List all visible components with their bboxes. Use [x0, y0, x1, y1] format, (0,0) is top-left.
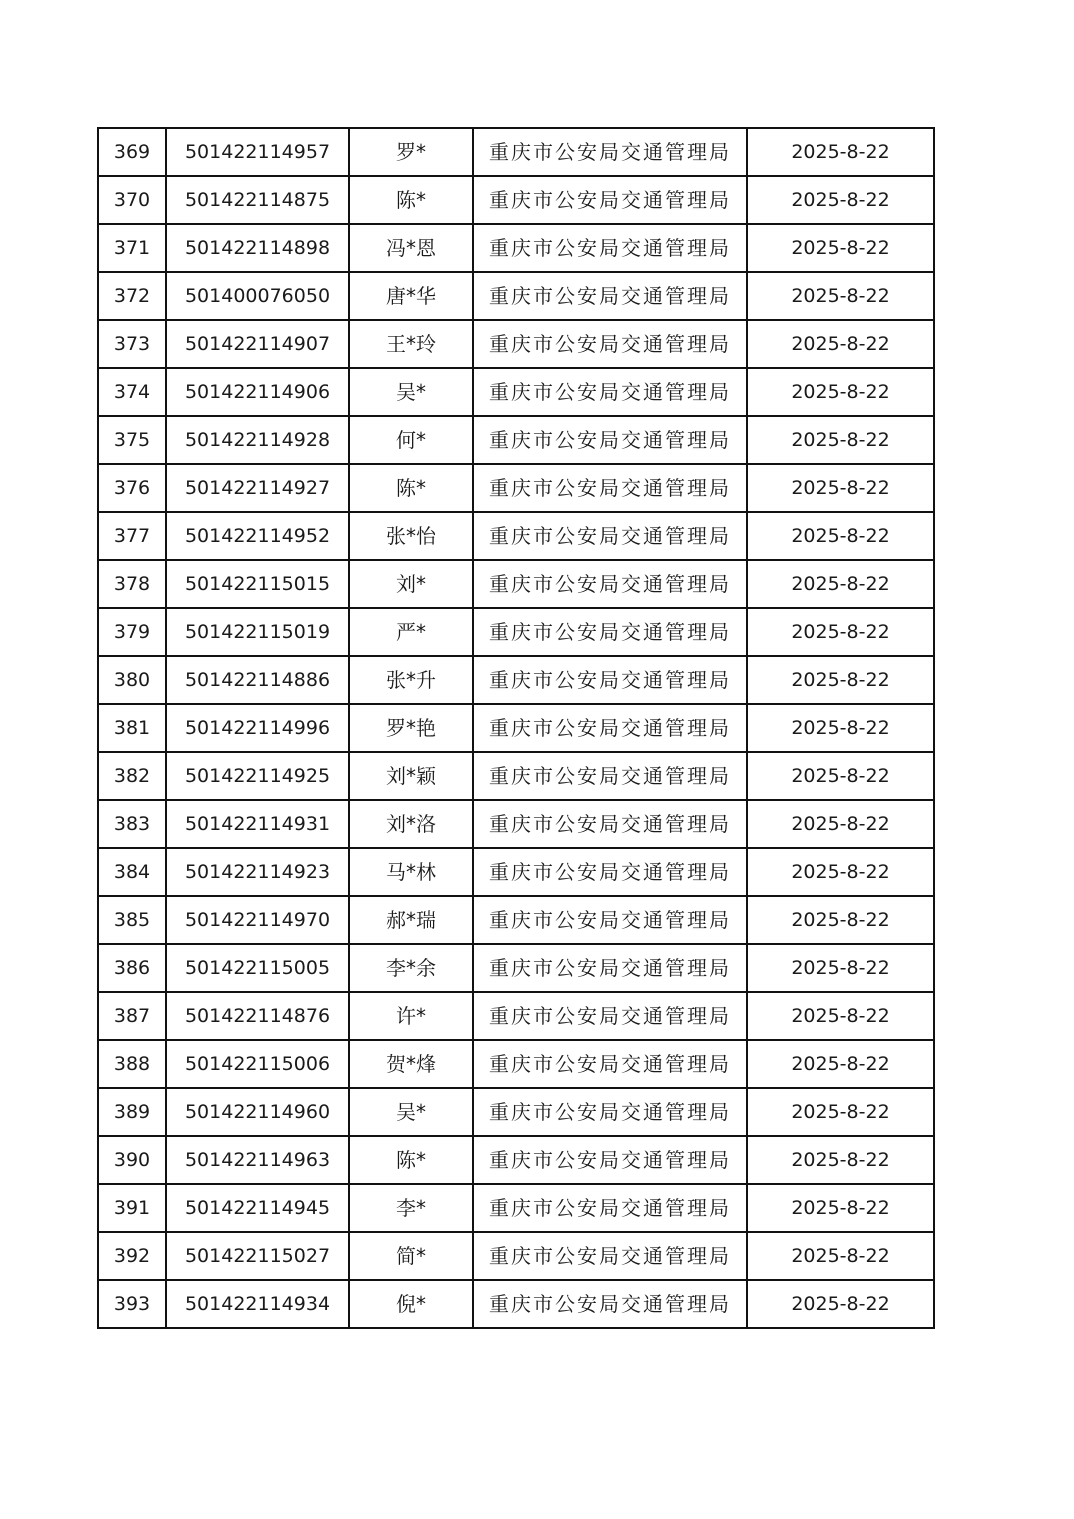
record-number-cell: 501422114970 [166, 896, 349, 944]
record-number-cell: 501422114876 [166, 992, 349, 1040]
record-number-cell: 501422114875 [166, 176, 349, 224]
organization-cell: 重庆市公安局交通管理局 [473, 848, 747, 896]
row-index-cell: 373 [98, 320, 166, 368]
person-name-cell: 贺*烽 [349, 1040, 473, 1088]
table-row [98, 752, 934, 800]
table-row [98, 1232, 934, 1280]
person-name-cell: 罗*艳 [349, 704, 473, 752]
person-name-cell: 郝*瑞 [349, 896, 473, 944]
table-row [98, 368, 934, 416]
record-number-cell: 501422114925 [166, 752, 349, 800]
date-cell: 2025-8-22 [747, 656, 934, 704]
date-cell: 2025-8-22 [747, 704, 934, 752]
organization-cell: 重庆市公安局交通管理局 [473, 560, 747, 608]
person-name-cell: 吴* [349, 1088, 473, 1136]
date-cell: 2025-8-22 [747, 1280, 934, 1328]
record-number-cell: 501422114952 [166, 512, 349, 560]
table-row [98, 128, 934, 176]
row-index-cell: 380 [98, 656, 166, 704]
row-index-cell: 382 [98, 752, 166, 800]
date-cell: 2025-8-22 [747, 1232, 934, 1280]
date-cell: 2025-8-22 [747, 416, 934, 464]
record-number-cell: 501422114906 [166, 368, 349, 416]
person-name-cell: 何* [349, 416, 473, 464]
organization-cell: 重庆市公安局交通管理局 [473, 1232, 747, 1280]
record-number-cell: 501400076050 [166, 272, 349, 320]
record-number-cell: 501422115027 [166, 1232, 349, 1280]
row-index-cell: 390 [98, 1136, 166, 1184]
record-table [97, 127, 935, 1329]
table-row [98, 704, 934, 752]
organization-cell: 重庆市公安局交通管理局 [473, 656, 747, 704]
row-index-cell: 371 [98, 224, 166, 272]
table-row [98, 560, 934, 608]
row-index-cell: 393 [98, 1280, 166, 1328]
organization-cell: 重庆市公安局交通管理局 [473, 1280, 747, 1328]
record-number-cell: 501422114907 [166, 320, 349, 368]
date-cell: 2025-8-22 [747, 176, 934, 224]
date-cell: 2025-8-22 [747, 1184, 934, 1232]
date-cell: 2025-8-22 [747, 560, 934, 608]
person-name-cell: 陈* [349, 176, 473, 224]
organization-cell: 重庆市公安局交通管理局 [473, 1184, 747, 1232]
record-number-cell: 501422115019 [166, 608, 349, 656]
table-row [98, 176, 934, 224]
date-cell: 2025-8-22 [747, 512, 934, 560]
person-name-cell: 刘* [349, 560, 473, 608]
table-row [98, 800, 934, 848]
organization-cell: 重庆市公安局交通管理局 [473, 992, 747, 1040]
person-name-cell: 陈* [349, 1136, 473, 1184]
organization-cell: 重庆市公安局交通管理局 [473, 176, 747, 224]
table-row [98, 1136, 934, 1184]
date-cell: 2025-8-22 [747, 800, 934, 848]
row-index-cell: 392 [98, 1232, 166, 1280]
organization-cell: 重庆市公安局交通管理局 [473, 896, 747, 944]
record-number-cell: 501422114996 [166, 704, 349, 752]
record-number-cell: 501422115005 [166, 944, 349, 992]
record-number-cell: 501422114886 [166, 656, 349, 704]
person-name-cell: 倪* [349, 1280, 473, 1328]
person-name-cell: 严* [349, 608, 473, 656]
row-index-cell: 383 [98, 800, 166, 848]
organization-cell: 重庆市公安局交通管理局 [473, 128, 747, 176]
row-index-cell: 369 [98, 128, 166, 176]
organization-cell: 重庆市公安局交通管理局 [473, 608, 747, 656]
table-row [98, 224, 934, 272]
row-index-cell: 387 [98, 992, 166, 1040]
table-row [98, 848, 934, 896]
row-index-cell: 381 [98, 704, 166, 752]
organization-cell: 重庆市公安局交通管理局 [473, 272, 747, 320]
date-cell: 2025-8-22 [747, 944, 934, 992]
date-cell: 2025-8-22 [747, 368, 934, 416]
row-index-cell: 389 [98, 1088, 166, 1136]
person-name-cell: 罗* [349, 128, 473, 176]
row-index-cell: 379 [98, 608, 166, 656]
organization-cell: 重庆市公安局交通管理局 [473, 752, 747, 800]
person-name-cell: 简* [349, 1232, 473, 1280]
organization-cell: 重庆市公安局交通管理局 [473, 704, 747, 752]
row-index-cell: 386 [98, 944, 166, 992]
table-row [98, 1040, 934, 1088]
row-index-cell: 375 [98, 416, 166, 464]
table-row [98, 1280, 934, 1328]
person-name-cell: 唐*华 [349, 272, 473, 320]
person-name-cell: 刘*洛 [349, 800, 473, 848]
row-index-cell: 384 [98, 848, 166, 896]
table-row [98, 512, 934, 560]
date-cell: 2025-8-22 [747, 848, 934, 896]
date-cell: 2025-8-22 [747, 608, 934, 656]
table-row [98, 416, 934, 464]
table-row [98, 944, 934, 992]
row-index-cell: 374 [98, 368, 166, 416]
date-cell: 2025-8-22 [747, 224, 934, 272]
date-cell: 2025-8-22 [747, 896, 934, 944]
date-cell: 2025-8-22 [747, 1040, 934, 1088]
table-row [98, 992, 934, 1040]
row-index-cell: 376 [98, 464, 166, 512]
record-number-cell: 501422114963 [166, 1136, 349, 1184]
organization-cell: 重庆市公安局交通管理局 [473, 1136, 747, 1184]
table-body [98, 128, 934, 1328]
record-number-cell: 501422114928 [166, 416, 349, 464]
date-cell: 2025-8-22 [747, 272, 934, 320]
record-number-cell: 501422114957 [166, 128, 349, 176]
record-number-cell: 501422114927 [166, 464, 349, 512]
date-cell: 2025-8-22 [747, 320, 934, 368]
person-name-cell: 王*玲 [349, 320, 473, 368]
row-index-cell: 388 [98, 1040, 166, 1088]
date-cell: 2025-8-22 [747, 128, 934, 176]
date-cell: 2025-8-22 [747, 752, 934, 800]
record-number-cell: 501422114934 [166, 1280, 349, 1328]
record-number-cell: 501422114923 [166, 848, 349, 896]
record-number-cell: 501422114945 [166, 1184, 349, 1232]
row-index-cell: 370 [98, 176, 166, 224]
record-number-cell: 501422114931 [166, 800, 349, 848]
row-index-cell: 372 [98, 272, 166, 320]
person-name-cell: 许* [349, 992, 473, 1040]
row-index-cell: 385 [98, 896, 166, 944]
organization-cell: 重庆市公安局交通管理局 [473, 464, 747, 512]
organization-cell: 重庆市公安局交通管理局 [473, 1040, 747, 1088]
organization-cell: 重庆市公安局交通管理局 [473, 512, 747, 560]
table-row [98, 272, 934, 320]
record-number-cell: 501422115015 [166, 560, 349, 608]
record-number-cell: 501422114960 [166, 1088, 349, 1136]
person-name-cell: 刘*颖 [349, 752, 473, 800]
table-row [98, 464, 934, 512]
date-cell: 2025-8-22 [747, 464, 934, 512]
person-name-cell: 李*余 [349, 944, 473, 992]
table-row [98, 320, 934, 368]
record-number-cell: 501422115006 [166, 1040, 349, 1088]
organization-cell: 重庆市公安局交通管理局 [473, 944, 747, 992]
organization-cell: 重庆市公安局交通管理局 [473, 1088, 747, 1136]
person-name-cell: 李* [349, 1184, 473, 1232]
organization-cell: 重庆市公安局交通管理局 [473, 224, 747, 272]
person-name-cell: 冯*恩 [349, 224, 473, 272]
person-name-cell: 吴* [349, 368, 473, 416]
organization-cell: 重庆市公安局交通管理局 [473, 416, 747, 464]
organization-cell: 重庆市公安局交通管理局 [473, 368, 747, 416]
record-number-cell: 501422114898 [166, 224, 349, 272]
person-name-cell: 张*怡 [349, 512, 473, 560]
row-index-cell: 378 [98, 560, 166, 608]
row-index-cell: 391 [98, 1184, 166, 1232]
organization-cell: 重庆市公安局交通管理局 [473, 320, 747, 368]
table-row [98, 1184, 934, 1232]
table-row [98, 656, 934, 704]
person-name-cell: 马*林 [349, 848, 473, 896]
date-cell: 2025-8-22 [747, 1088, 934, 1136]
person-name-cell: 张*升 [349, 656, 473, 704]
table-row [98, 896, 934, 944]
date-cell: 2025-8-22 [747, 992, 934, 1040]
date-cell: 2025-8-22 [747, 1136, 934, 1184]
person-name-cell: 陈* [349, 464, 473, 512]
table-row [98, 1088, 934, 1136]
organization-cell: 重庆市公安局交通管理局 [473, 800, 747, 848]
row-index-cell: 377 [98, 512, 166, 560]
table-row [98, 608, 934, 656]
